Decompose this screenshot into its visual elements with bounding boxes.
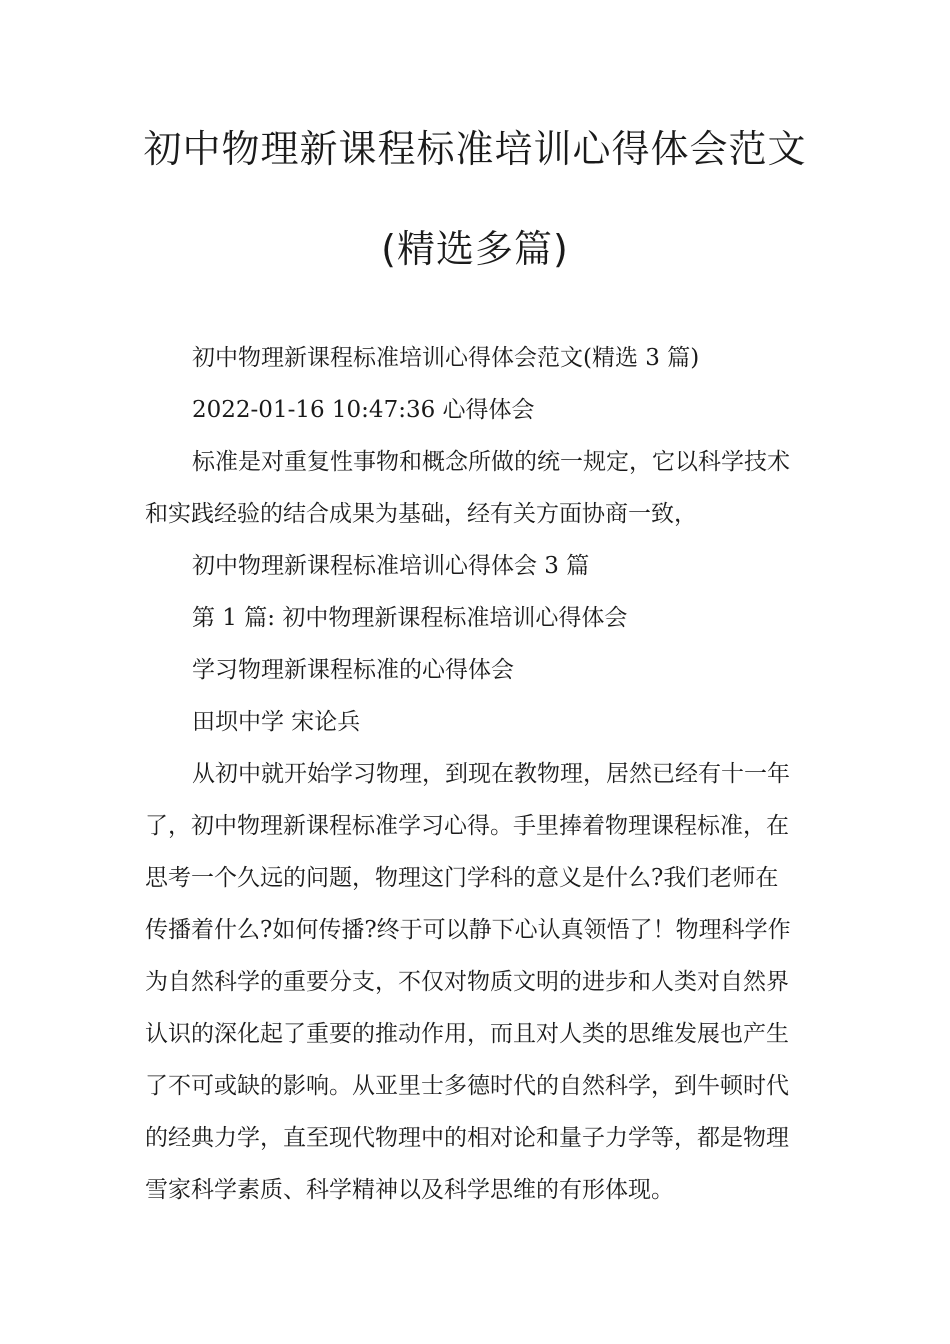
body-line: 为自然科学的重要分支，不仅对物质文明的进步和人类对自然界 [145, 969, 789, 995]
part-heading-text: 第 1 篇: 初中物理新课程标准培训心得体会 [192, 605, 628, 631]
section-heading [145, 540, 857, 592]
author-text: 田坝中学 宋论兵 [192, 709, 361, 735]
body-paragraph [145, 748, 810, 1216]
article-title-text: 学习物理新课程标准的心得体会 [192, 657, 514, 683]
meta-line [145, 384, 857, 436]
subtitle [145, 332, 857, 384]
body-line: 认识的深化起了重要的推动作用，而且对人类的思维发展也产生 [145, 1021, 789, 1047]
body-line: 了不可或缺的影响。从亚里士多德时代的自然科学，到牛顿时代 [145, 1073, 789, 1099]
body-line: 传播着什么?如何传播?终于可以静下心认真领悟了！物理科学作 [145, 917, 791, 943]
author-line [145, 696, 857, 748]
body-line: 从初中就开始学习物理，到现在教物理，居然已经有十一年 [192, 761, 790, 787]
intro-paragraph [145, 436, 810, 540]
body-line: 了，初中物理新课程标准学习心得。手里捧着物理课程标准，在 [145, 813, 789, 839]
body-line: 思考一个久远的问题，物理这门学科的意义是什么?我们老师在 [145, 865, 779, 891]
intro-line: 标准是对重复性事物和概念所做的统一规定，它以科学技术 [192, 449, 790, 475]
body-line: 雪家科学素质、科学精神以及科学思维的有形体现。 [145, 1177, 674, 1203]
subtitle-text: 初中物理新课程标准培训心得体会范文(精选 3 篇) [192, 345, 700, 371]
article-title [145, 644, 857, 696]
section-heading-text: 初中物理新课程标准培训心得体会 3 篇 [192, 553, 590, 579]
document-title-line-2: (精选多篇) [381, 227, 569, 271]
intro-line: 和实践经验的结合成果为基础，经有关方面协商一致， [145, 501, 697, 527]
document-title-line-1: 初中物理新课程标准培训心得体会范文 [143, 127, 807, 171]
part-heading [145, 592, 857, 644]
body-line: 的经典力学，直至现代物理中的相对论和量子力学等，都是物理 [145, 1125, 789, 1151]
meta-text: 2022-01-16 10:47:36 心得体会 [192, 397, 535, 423]
